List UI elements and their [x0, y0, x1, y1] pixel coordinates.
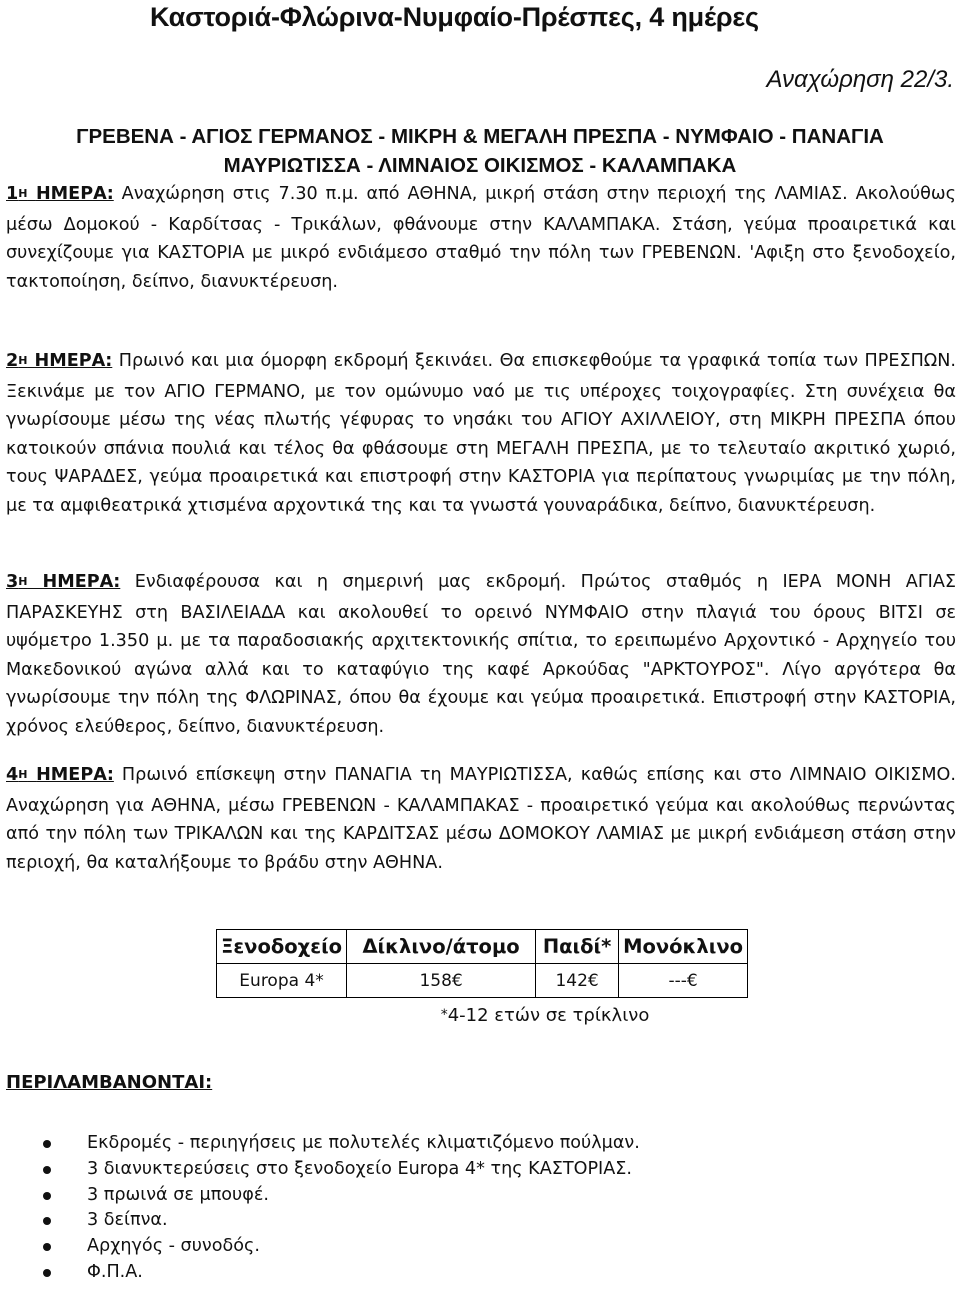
- header-double-per-person: Δίκλινο/άτομο: [347, 930, 536, 964]
- day-3-paragraph: [6, 568, 956, 741]
- list-item: 3 διανυκτερεύσεις στο ξενοδοχείο Europa 4* της ΚΑΣΤΟΡΙΑΣ.: [0, 1157, 640, 1183]
- route-summary: ΓΡΕΒΕΝΑ - ΑΓΙΟΣ ΓΕΡΜΑΝΟΣ - ΜΙΚΡΗ & ΜΕΓΑΛΗ ΠΡΕΣΠΑ - ΝΥΜΦΑΙΟ - ΠΑΝΑΓΙΑ ΜΑΥΡΙΩΤΙΣΣΑ - ΛΙΜΝΑΙΟΣ ΟΙΚΙΣΜΟΣ - ΚΑΛΑΜΠΑΚΑ: [76, 125, 884, 177]
- included-list: [0, 1131, 640, 1286]
- document-title: Καστοριά-Φλώρινα-Νυμφαίο-Πρέσπες, 4 ημέρες: [150, 2, 759, 32]
- cell-double-price: 158€: [347, 964, 536, 998]
- bullet-icon: [43, 1140, 51, 1148]
- price-table: [216, 929, 748, 1032]
- day-4-paragraph: [6, 761, 956, 877]
- day-2-heading: $2^H$ ΗΜΕΡΑ:: [6, 351, 113, 371]
- day-4-text: Πρωινό επίσκεψη στην ΠΑΝΑΓΙΑ τη ΜΑΥΡΙΩΤΙΣΣΑ, καθώς επίσης και στο ΛΙΜΝΑΙΟ ΟΙΚΙΣΜΟ. Αναχώρηση για ΑΘΗΝΑ, μέσω ΓΡΕΒΕΝΩΝ - ΚΑΛΑΜΠΑΚΑΣ - προαιρετικό γεύμα και ακολούθως περνώντας από την πόλη των ΤΡΙΚΑΛΩΝ και της ΚΑΡΔΙΤΣΑΣ μέσω ΔΟΜΟΚΟΥ ΛΑΜΙΑΣ με μικρή ενδιάμεση στάση στην περιοχή, θα καταλήξουμε το βράδυ στην ΑΘΗΝΑ.: [6, 765, 956, 873]
- bullet-icon: [43, 1166, 51, 1174]
- bullet-icon: [43, 1192, 51, 1200]
- header-single: Μονόκλινο: [619, 930, 748, 964]
- bullet-icon: [43, 1243, 51, 1251]
- day-1-paragraph: [6, 180, 956, 296]
- cell-child-price: 142€: [536, 964, 619, 998]
- day-1-heading: $1^H$ ΗΜΕΡΑ:: [6, 184, 114, 204]
- day-3-text: Ενδιαφέρουσα και η σημερινή μας εκδρομή. Πρώτος σταθμός η ΙΕΡΑ ΜΟΝΗ ΑΓΙΑΣ ΠΑΡΑΣΚΕΥΗΣ στη ΒΑΣΙΛΕΙΑΔΑ και ακολουθεί το ορεινό ΝΥΜΦΑΙΟ στην πλαγιά του όρους ΒΙΤΣΙ σε υψόμετρο 1.350 μ. με τα παραδοσιακής αρχιτεκτονικής σπίτια, το ερειπωμένο Αρχοντικό - Αρχηγείο του Μακεδονικού αγώνα αλλά και το καταφύγιο της καφέ Αρκούδας "ΑΡΚΤΟΥΡΟΣ". Λίγο αργότερα θα γνωρίσουμε την πόλη της ΦΛΩΡΙΝΑΣ, όπου θα έχουμε και γεύμα προαιρετικά. Επιστροφή στην ΚΑΣΤΟΡΙΑ, χρόνος ελεύθερος, δείπνο, διανυκτέρευση.: [6, 572, 956, 737]
- table-row: [217, 964, 748, 998]
- day-1-text: Αναχώρηση στις 7.30 π.μ. από ΑΘΗΝΑ, μικρή στάση στην περιοχή της ΛΑΜΙΑΣ. Ακολούθως μέσω Δομοκού - Καρδίτσας - Τρικάλων, φθάνουμε στην ΚΑΛΑΜΠΑΚΑ. Στάση, γεύμα προαιρετικά και συνεχίζουμε για ΚΑΣΤΟΡΙΑ με μικρό ενδιάμεσο σταθμό την πόλη των ΓΡΕΒΕΝΩΝ. 'Αφιξη στο ξενοδοχείο, τακτοποίηση, δείπνο, διανυκτέρευση.: [6, 184, 956, 292]
- note-spacer: [217, 998, 347, 1033]
- day-2-paragraph: [6, 347, 956, 520]
- cell-hotel-name: Europa 4*: [217, 964, 347, 998]
- list-item: Αρχηγός - συνοδός.: [0, 1234, 640, 1260]
- list-item: 3 δείπνα.: [0, 1208, 640, 1234]
- included-heading: ΠΕΡΙΛΑΜΒΑΝΟΝΤΑΙ:: [6, 1072, 213, 1093]
- list-item: 3 πρωινά σε μπουφέ.: [0, 1183, 640, 1209]
- header-hotel: Ξενοδοχείο: [217, 930, 347, 964]
- child-age-note: *4-12 ετών σε τρίκλινο: [440, 1004, 650, 1026]
- price-table-header-row: [217, 930, 748, 964]
- bullet-icon: [43, 1217, 51, 1225]
- list-item: Φ.Π.Α.: [0, 1260, 640, 1286]
- day-2-text: Πρωινό και μια όμορφη εκδρομή ξεκινάει. Θα επισκεφθούμε τα γραφικά τοπία των ΠΡΕΣΠΩΝ. Ξεκινάμε με τον ΑΓΙΟ ΓΕΡΜΑΝΟ, με τον ομώνυμο ναό με τις υπέροχες τοιχογραφίες. Στη συνέχεια θα γνωρίσουμε μέσω της νέας πλωτής γέφυρας το νησάκι του ΑΓΙΟΥ ΑΧΙΛΛΕΙΟΥ, στη ΜΙΚΡΗ ΠΡΕΣΠΑ όπου κατοικούν σπάνια πουλιά και τέλος θα φθάσουμε στη ΜΕΓΑΛΗ ΠΡΕΣΠΑ, με το τελευταίο ακριτικό χωριό, τους ΨΑΡΑΔΕΣ, γεύμα προαιρετικά και επιστροφή στην ΚΑΣΤΟΡΙΑ για περίπατους γνωριμίας με την πόλη, με τα αμφιθεατρικά χτισμένα αρχοντικά της και τα γνωστά γουναράδικα, δείπνο, διανυκτέρευση.: [6, 351, 956, 516]
- day-4-heading: $4^H$ ΗΜΕΡΑ:: [6, 765, 114, 785]
- bullet-icon: [43, 1269, 51, 1277]
- header-child: Παιδί*: [536, 930, 619, 964]
- cell-single-price: ---€: [619, 964, 748, 998]
- day-3-heading: $3^H$ ΗΜΕΡΑ:: [6, 572, 121, 592]
- departure-date: Αναχώρηση 22/3.: [766, 66, 954, 93]
- list-item: Εκδρομές - περιηγήσεις με πολυτελές κλιματιζόμενο πούλμαν.: [0, 1131, 640, 1157]
- table-note-row: [217, 998, 748, 1033]
